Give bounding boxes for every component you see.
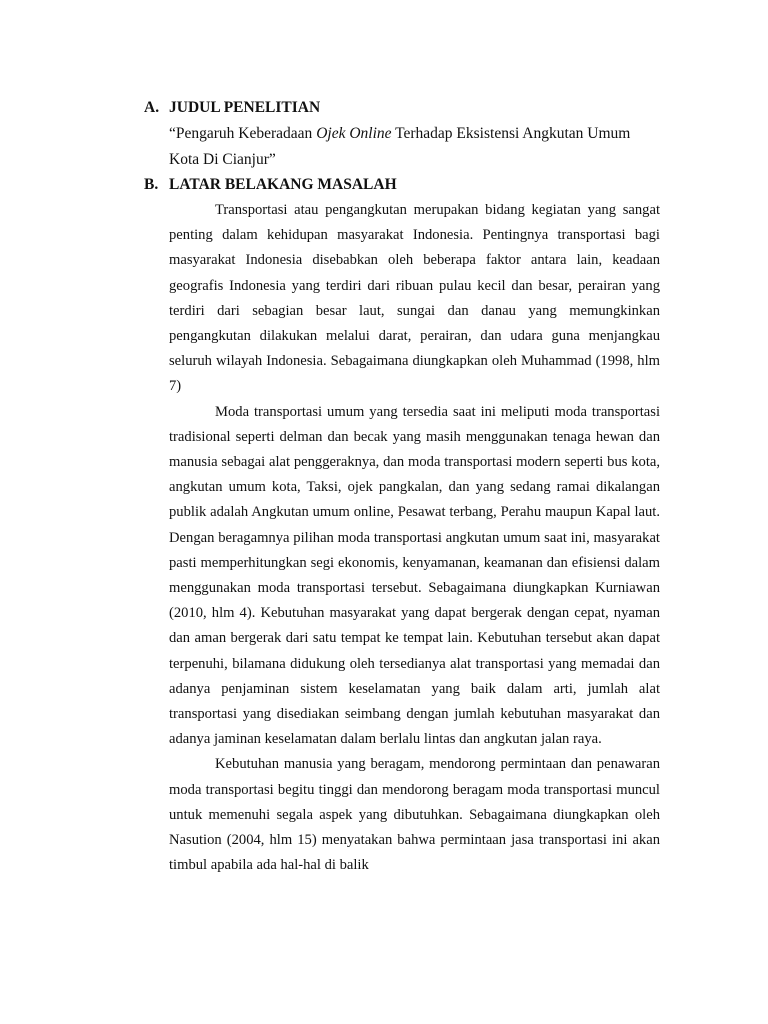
research-title-part-2: Terhadap Eksistensi Angkutan Umum [391,125,631,142]
research-title-part-1: “Pengaruh Keberadaan [169,125,317,142]
section-a-number: A. [144,99,160,116]
section-a-title: JUDUL PENELITIAN [169,99,321,116]
paragraph-3: Kebutuhan manusia yang beragam, mendorong permintaan dan penawaran moda transportasi begitu tinggi dan mendorong beragam moda transportasi muncul untuk memenuhi segala aspek yang dibutuhkan. Sebagaimana diungkapkan oleh Nasution (2004, hlm 15) menyatakan bahwa permintaan jasa transportasi ini akan timbul apabila ada hal-hal di balik [169,756,660,874]
research-title-line-2: Kota Di Cianjur” [169,150,276,168]
research-title-line-1 [169,121,660,147]
section-a-heading [144,95,660,121]
document-body [144,95,660,878]
paragraph-2: Moda transportasi umum yang tersedia saat ini meliputi moda transportasi tradisional seperti delman dan becak yang masih menggunakan tenaga hewan dan manusia sebagai alat penggeraknya, dan moda transportasi modern seperti bus kota, angkutan umum kota, Taksi, ojek pangkalan, dan yang sedang ramai dikalangan publik adalah Angkutan umum online, Pesawat terbang, Perahu maupun Kapal laut. Dengan beragamnya pilihan moda transportasi angkutan umum saat ini, masyarakat pasti memperhitungkan segi ekonomis, kenyamanan, keamanan dan efisiensi dalam menggunakan moda transportasi tersebut. Sebagaimana diungkapkan Kurniawan (2010, hlm 4). Kebutuhan masyarakat yang dapat bergerak dengan cepat, nyaman dan aman bergerak dari satu tempat ke tempat lain. Kebutuhan tersebut akan dapat terpenuhi, bilamana didukung oleh tersedianya alat transportasi yang memadai dan adanya penjaminan sistem keselamatan yang baik dalam arti, jumlah alat transportasi yang disediakan seimbang dengan jumlah kebutuhan masyarakat dan adanya jaminan keselamatan dalam berlalu lintas dan angkutan jalan raya. [169,403,660,748]
paragraph-1: Transportasi atau pengangkutan merupakan bidang kegiatan yang sangat penting dalam kehidupan masyarakat Indonesia. Pentingnya transportasi bagi masyarakat Indonesia disebabkan oleh beberapa faktor antara lain, keadaan geografis Indonesia yang terdiri dari ribuan pulau kecil dan besar, perairan yang terdiri dari sebagian besar laut, sungai dan danau yang memungkinkan pengangkutan dilakukan melalui darat, perairan, dan udara guna menjangkau seluruh wilayah Indonesia. Sebagaimana diungkapkan oleh Muhammad (1998, hlm 7) [169,202,660,395]
section-b-title: LATAR BELAKANG MASALAH [169,176,397,193]
research-title-italic: Ojek Online [316,125,392,142]
section-b-heading [144,172,660,198]
section-b-number: B. [144,176,159,193]
research-title [169,121,660,172]
